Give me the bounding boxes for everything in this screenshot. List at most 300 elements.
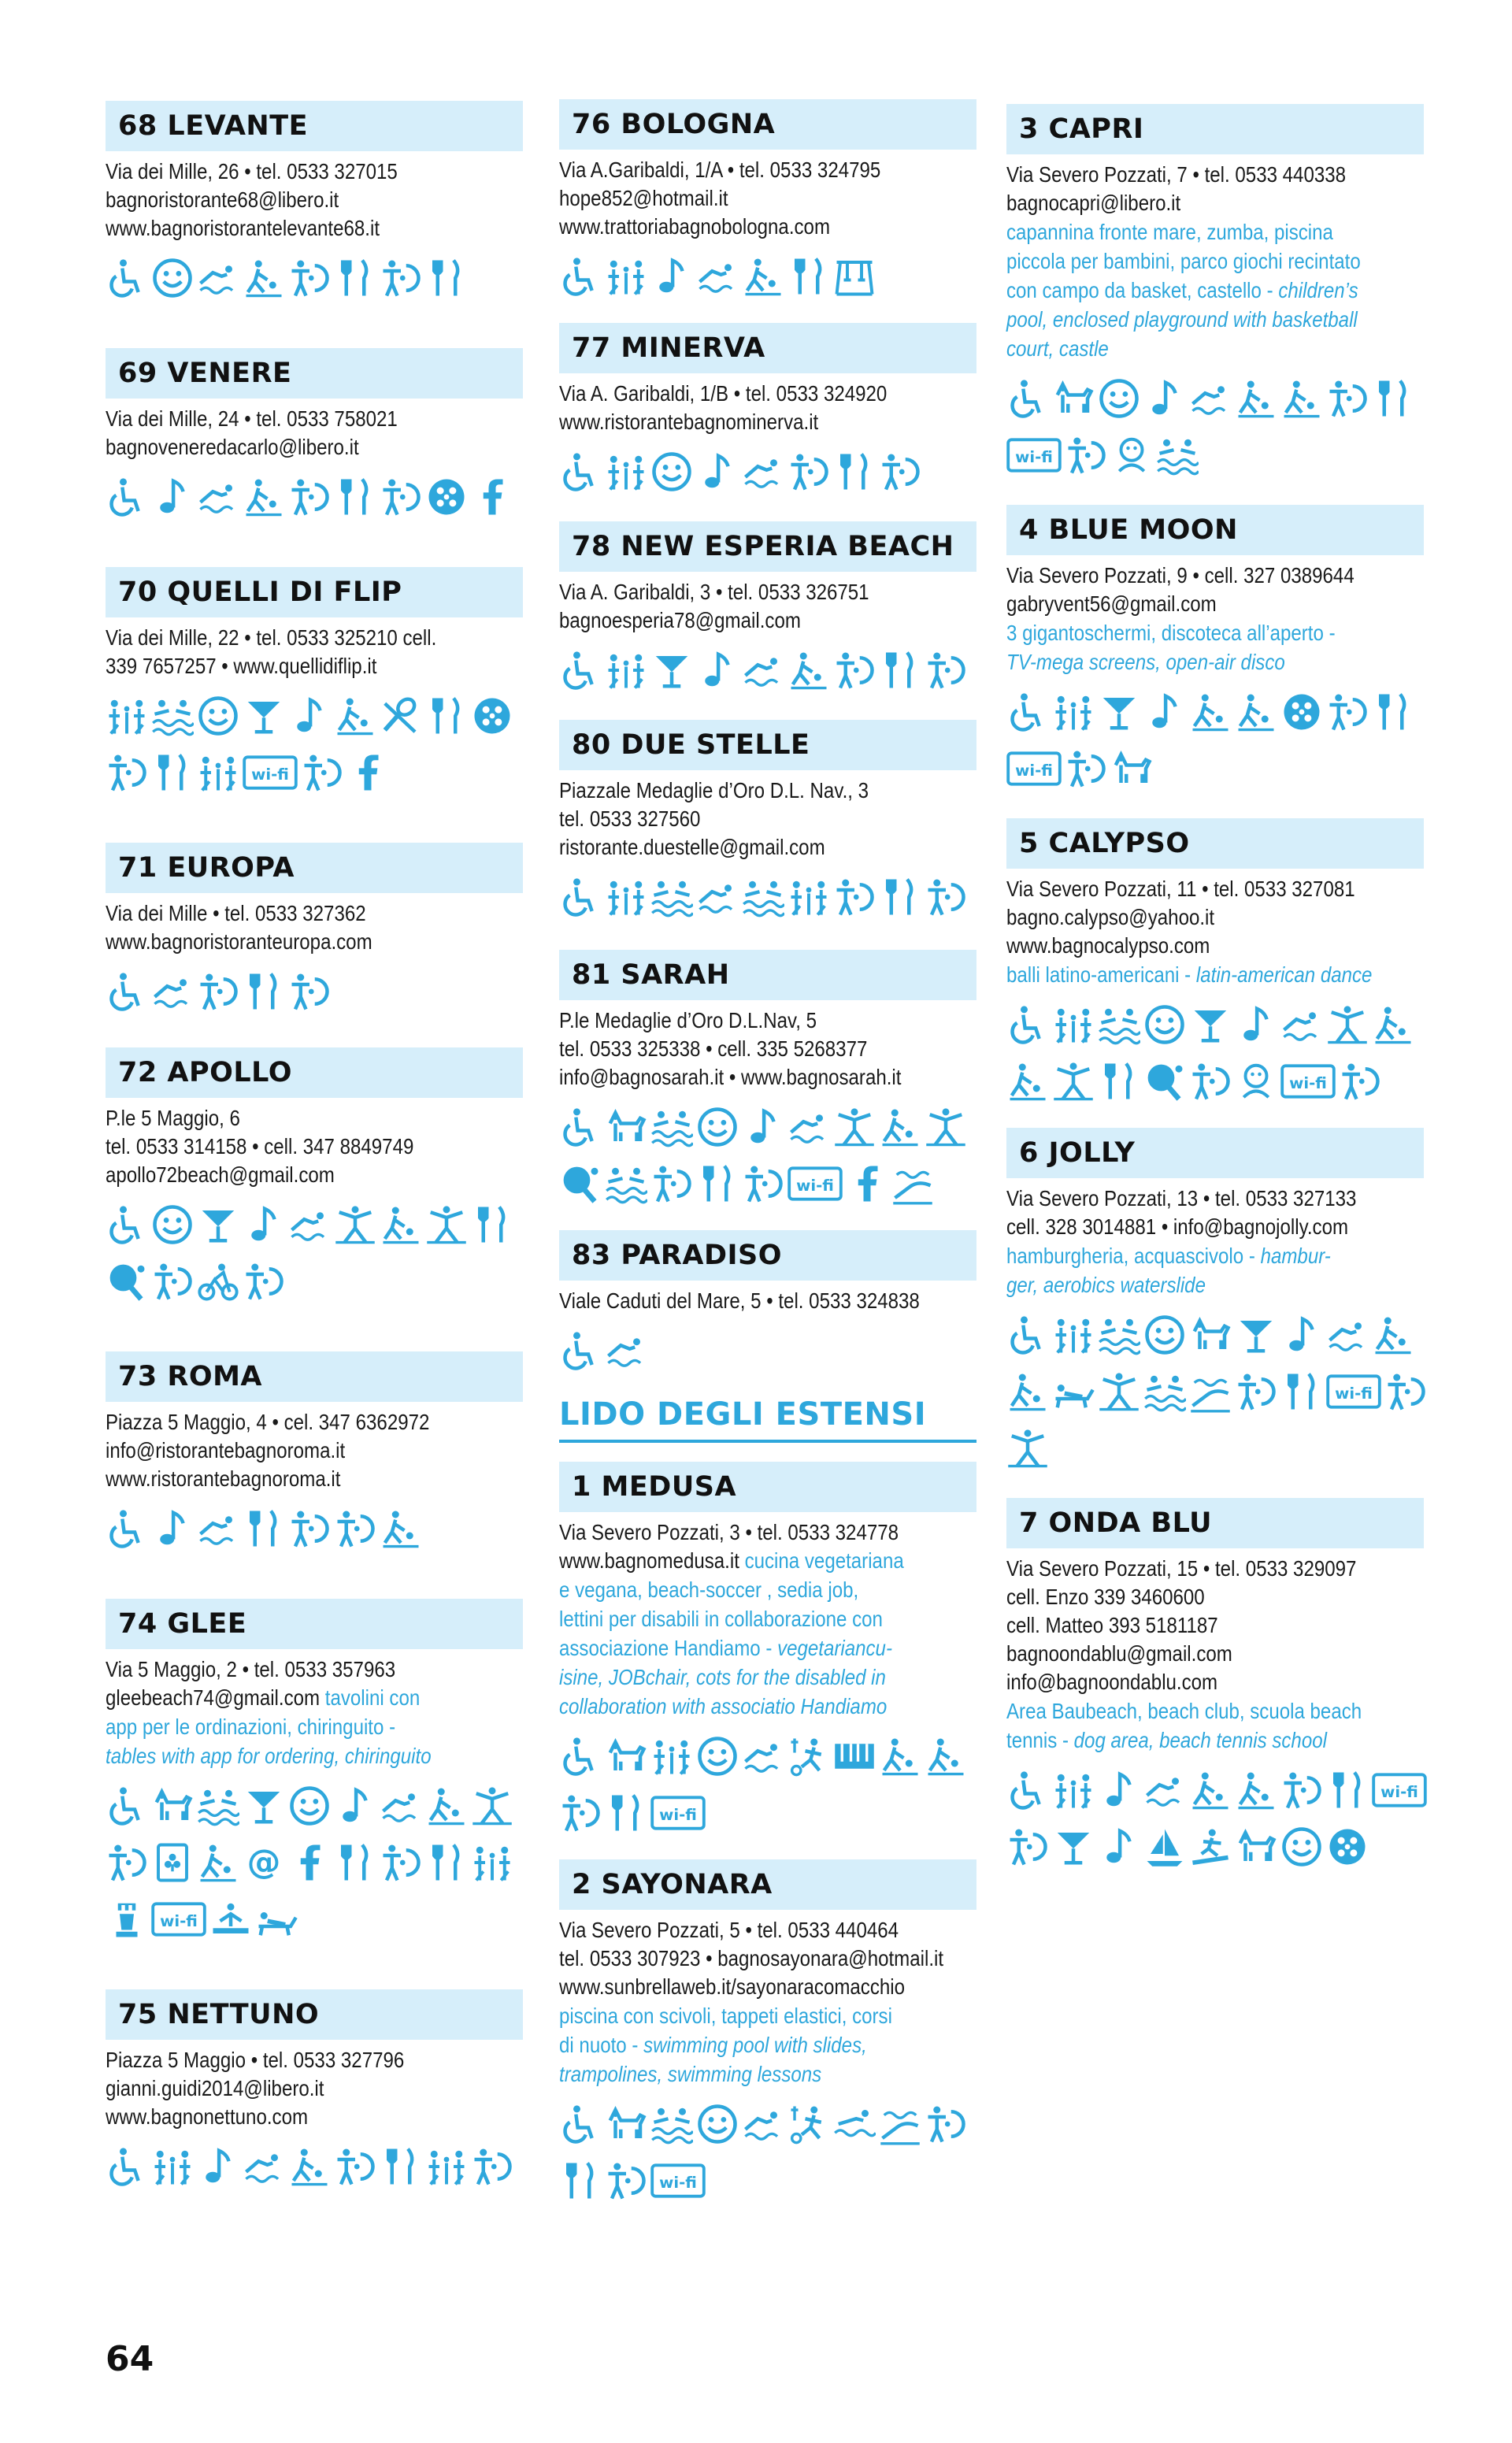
description-note	[559, 2030, 976, 2059]
bowling-icon	[1372, 1003, 1414, 1046]
restaurant-icon	[879, 876, 921, 918]
website: www.bagnocalypso.com	[1006, 933, 1210, 958]
cocktail-icon	[243, 1785, 285, 1827]
bowling-icon	[243, 476, 285, 518]
pool-icon	[1098, 1003, 1140, 1046]
description-english	[106, 1741, 522, 1770]
family-icon	[151, 2145, 194, 2188]
pingpong-icon	[1143, 1060, 1186, 1103]
dj-icon	[197, 970, 239, 1013]
dj-icon	[605, 2159, 647, 2202]
wheelchair-icon	[106, 1203, 148, 1246]
address: Via dei Mille, 26 • tel. 0533 327015	[106, 159, 398, 184]
sunbed-icon	[1052, 1370, 1095, 1413]
description-note	[559, 1633, 976, 1663]
listing-title: 83 PARADISO	[559, 1230, 976, 1281]
description-italic: latin-american dance	[1195, 962, 1373, 987]
email: gianni.guidi2014@libero.it	[106, 2076, 324, 2100]
dj-icon	[301, 751, 343, 794]
family-icon	[1052, 1314, 1095, 1356]
address: Via A. Garibaldi, 1/B • tel. 0533 324920	[559, 381, 888, 406]
family-icon	[106, 695, 148, 737]
swim-icon	[380, 1785, 422, 1827]
email: info@bagnoondablu.com	[1006, 1670, 1218, 1694]
cocktail-icon	[650, 649, 693, 691]
dj-icon	[334, 1507, 376, 1550]
dj-icon	[288, 970, 331, 1013]
pingpong-icon	[559, 1162, 602, 1205]
email: bagnoondablu@gmail.com	[1006, 1641, 1232, 1666]
music-icon	[1235, 1003, 1277, 1046]
dog-icon	[1110, 747, 1153, 790]
amenity-icons	[559, 876, 984, 932]
family-icon	[425, 2145, 468, 2188]
description-note: 3 gigantoschermi, discoteca all’aperto -	[1006, 621, 1336, 645]
listing-title: 77 MINERVA	[559, 323, 976, 373]
address: P.le Medaglie d’Oro D.L.Nav, 5	[559, 1008, 817, 1032]
listing-6	[1006, 1128, 1424, 1484]
amenity-icons	[1006, 691, 1432, 804]
bowling-icon	[1235, 377, 1277, 420]
description-italic: trampolines, swimming lessons	[559, 2062, 822, 2086]
wifi-icon	[151, 1898, 206, 1941]
dj-icon	[788, 450, 830, 493]
email: bagnoveneredacarlo@libero.it	[106, 435, 359, 459]
description-note: lettini per disabili in collaborazione con	[559, 1607, 883, 1631]
amenity-icons	[559, 255, 984, 312]
smile-icon	[151, 1203, 194, 1246]
pool-icon	[151, 695, 194, 737]
bowling-icon	[1235, 1769, 1277, 1811]
email: apollo72beach@gmail.com	[106, 1162, 335, 1187]
amenity-icons	[559, 2103, 984, 2216]
wheelchair-icon	[559, 2103, 602, 2145]
bocce-icon	[1280, 691, 1323, 733]
dj-icon	[106, 751, 148, 794]
amenity-icons	[106, 970, 531, 1027]
pool-icon	[1156, 434, 1199, 476]
cards-icon	[151, 1841, 194, 1884]
swim-icon	[197, 257, 239, 299]
listing-title: 72 APOLLO	[106, 1047, 523, 1098]
restaurant-icon	[559, 2159, 602, 2202]
listing-81	[559, 950, 976, 1219]
wifi-icon	[1006, 434, 1062, 476]
dj-icon	[1384, 1370, 1427, 1413]
wheelchair-icon	[1006, 1003, 1049, 1046]
bowling-icon	[1280, 377, 1323, 420]
bowling-icon	[925, 1735, 967, 1778]
restaurant-icon	[1372, 691, 1414, 733]
swim-icon	[742, 450, 784, 493]
dj-icon	[925, 876, 967, 918]
smile-icon	[1280, 1826, 1323, 1868]
soccer-icon	[788, 1735, 830, 1778]
wheelchair-icon	[106, 2145, 148, 2188]
aerobic-icon	[1052, 1060, 1095, 1103]
description-note: e vegana, beach-soccer , sedia job,	[559, 1577, 859, 1602]
email: gabryvent56@gmail.com	[1006, 591, 1217, 616]
music-icon	[151, 476, 194, 518]
restaurant-icon	[1372, 377, 1414, 420]
wifi-icon	[788, 1162, 843, 1205]
description-italic: tables with app for ordering, chiringuito	[106, 1744, 432, 1768]
pool-icon	[197, 1785, 239, 1827]
dj-icon	[925, 2103, 967, 2145]
dj-icon	[288, 1507, 331, 1550]
address: Viale Caduti del Mare, 5 • tel. 0533 324838	[559, 1288, 920, 1313]
listing-title: 81 SARAH	[559, 950, 976, 1000]
restaurant-icon	[1098, 1060, 1140, 1103]
description-note: tavolini con	[324, 1685, 421, 1710]
listing-73	[106, 1351, 523, 1564]
dog-icon	[605, 2103, 647, 2145]
music-icon	[1143, 691, 1186, 733]
contact: tel. 0533 307923 • bagnosayonara@hotmail.it	[559, 1946, 944, 1970]
pool-icon	[742, 876, 784, 918]
waves-icon	[833, 2103, 876, 2145]
email: info@ristorantebagnoroma.it	[106, 1438, 346, 1462]
surf-icon	[1189, 1826, 1232, 1868]
dj-icon	[833, 649, 876, 691]
pool-icon	[1098, 1314, 1140, 1356]
listing-title: 80 DUE STELLE	[559, 720, 976, 770]
description-note	[1006, 960, 1423, 989]
smile-icon	[1098, 377, 1140, 420]
website: www.ristorantebagnoroma.it	[106, 1466, 341, 1491]
smile-icon	[151, 257, 194, 299]
music-icon	[243, 1203, 285, 1246]
listing-title: 75 NETTUNO	[106, 1989, 523, 2040]
description-english	[559, 1692, 976, 1721]
address: Via Severo Pozzati, 5 • tel. 0533 440464	[559, 1918, 899, 1942]
smile-icon	[197, 695, 239, 737]
aerobic-icon	[471, 1785, 513, 1827]
listing-69	[106, 348, 523, 532]
dog-icon	[151, 1785, 194, 1827]
description-italic: swimming pool with slides,	[643, 2033, 867, 2057]
restaurant-icon	[1280, 1370, 1323, 1413]
column-2	[559, 99, 976, 2251]
description-text: tennis -	[1006, 1728, 1069, 1752]
wheelchair-icon	[559, 1329, 602, 1372]
music-icon	[1098, 1826, 1140, 1868]
listing-title: 5 CALYPSO	[1006, 818, 1424, 869]
wheelchair-icon	[106, 257, 148, 299]
cocktail-icon	[1052, 1826, 1095, 1868]
restaurant-icon	[471, 1203, 513, 1246]
bowling-icon	[380, 1507, 422, 1550]
listing-title: 1 MEDUSA	[559, 1462, 976, 1512]
listing-title: 76 BOLOGNA	[559, 99, 976, 150]
cocktail-icon	[197, 1203, 239, 1246]
listing-3	[1006, 104, 1424, 491]
listing-title: 6 JOLLY	[1006, 1128, 1424, 1178]
swim-icon	[1326, 1314, 1369, 1356]
family-icon	[605, 255, 647, 298]
wheelchair-icon	[106, 970, 148, 1013]
address: Via Severo Pozzati, 3 • tel. 0533 324778	[559, 1520, 899, 1544]
listing-72	[106, 1047, 523, 1317]
amenity-icons	[106, 1785, 531, 1955]
description-italic: collaboration with associatio Handiamo	[559, 1694, 888, 1718]
music-icon	[650, 255, 693, 298]
dog-icon	[605, 1106, 647, 1148]
description-italic: dog area, beach tennis school	[1073, 1728, 1327, 1752]
wheelchair-icon	[106, 476, 148, 518]
dj-icon	[380, 1841, 422, 1884]
section-title: LIDO DEGLI ESTENSI	[559, 1391, 976, 1443]
restaurant-icon	[380, 2145, 422, 2188]
listing-78	[559, 521, 976, 706]
wifi-icon	[1372, 1769, 1427, 1811]
dj-icon	[879, 450, 921, 493]
listing-4	[1006, 505, 1424, 804]
wifi-icon	[1006, 747, 1062, 790]
website: www.bagnonettuno.com	[106, 2104, 309, 2129]
dj-icon	[151, 1260, 194, 1303]
dj-icon	[334, 2145, 376, 2188]
column-3	[1006, 104, 1424, 1917]
dj-icon	[1339, 1060, 1381, 1103]
bowling-icon	[380, 1203, 422, 1246]
description-note	[1006, 1241, 1423, 1270]
family-icon	[471, 1841, 513, 1884]
email: bagno.calypso@yahoo.it	[1006, 905, 1215, 929]
wheelchair-icon	[559, 450, 602, 493]
listing-title: 3 CAPRI	[1006, 104, 1424, 154]
description-english	[559, 1663, 976, 1692]
website: www.sunbrellaweb.it/sayonaracomacchio	[559, 1974, 906, 1999]
smile-icon	[696, 1106, 739, 1148]
listing-7	[1006, 1498, 1424, 1882]
address: Via dei Mille • tel. 0533 327362	[106, 901, 366, 925]
email-website: info@bagnosarah.it • www.bagnosarah.it	[559, 1065, 902, 1089]
music-icon	[288, 695, 331, 737]
amenity-icons	[1006, 1769, 1432, 1882]
restaurant-icon	[151, 751, 194, 794]
dj-icon	[243, 1260, 285, 1303]
waterslide-icon	[891, 1162, 934, 1205]
website: www.bagnomedusa.it	[559, 1548, 739, 1573]
description-text: con campo da basket, castello -	[1006, 278, 1273, 302]
wifi-icon	[1280, 1060, 1336, 1103]
description-italic: court, castle	[1006, 336, 1109, 361]
address: Piazza 5 Maggio • tel. 0533 327796	[106, 2048, 405, 2072]
family-icon	[197, 751, 239, 794]
cocktail-icon	[1235, 1314, 1277, 1356]
listing-5	[1006, 818, 1424, 1117]
dj-icon	[1280, 1769, 1323, 1811]
swim-icon	[788, 1106, 830, 1148]
amenity-icons	[559, 450, 984, 507]
listing-80	[559, 720, 976, 932]
dog-icon	[1052, 377, 1095, 420]
description-text: hamburgheria, acquascivolo -	[1006, 1244, 1255, 1268]
wheelchair-icon	[559, 876, 602, 918]
smile-icon	[696, 1735, 739, 1778]
smile-icon	[1143, 1314, 1186, 1356]
swim-icon	[197, 476, 239, 518]
facebook-icon	[346, 751, 389, 794]
smile-icon	[650, 450, 693, 493]
contact: cell. 328 3014881 • info@bagnojolly.com	[1006, 1214, 1349, 1239]
dj-icon	[1326, 377, 1369, 420]
bowling-icon	[1372, 1314, 1414, 1356]
wifi-icon	[650, 2159, 706, 2202]
music-icon	[1280, 1314, 1323, 1356]
playground-icon	[833, 255, 876, 298]
website: www.bagnoristoranteuropa.com	[106, 929, 372, 954]
email-with-note	[106, 1684, 522, 1712]
bocce-icon	[471, 695, 513, 737]
address: Via 5 Maggio, 2 • tel. 0533 357963	[106, 1657, 396, 1681]
listing-70	[106, 567, 523, 808]
family-icon	[1052, 691, 1095, 733]
email: bagnoristorante68@libero.it	[106, 187, 339, 212]
listing-title: 71 EUROPA	[106, 843, 523, 893]
bowling-icon	[1006, 1370, 1049, 1413]
address: Piazza 5 Maggio, 4 • cel. 347 6362972	[106, 1410, 430, 1434]
description-text: balli latino-americani -	[1006, 962, 1191, 987]
bowling-icon	[425, 1785, 468, 1827]
bowling-icon	[879, 1106, 921, 1148]
wheelchair-icon	[559, 1735, 602, 1778]
aerobic-icon	[334, 1203, 376, 1246]
aerobic-icon	[1006, 1427, 1049, 1470]
restaurant-icon	[696, 1162, 739, 1205]
swim-icon	[243, 2145, 285, 2188]
listing-title: 73 ROMA	[106, 1351, 523, 1402]
description-note: cucina vegetariana	[744, 1548, 904, 1573]
dj-icon	[1235, 1370, 1277, 1413]
restaurant-icon	[243, 970, 285, 1013]
restaurant-icon	[334, 476, 376, 518]
address: P.le 5 Maggio, 6	[106, 1106, 240, 1130]
sail-icon	[1143, 1826, 1186, 1868]
website: www.ristorantebagnominerva.it	[559, 410, 819, 434]
bowling-icon	[1189, 1769, 1232, 1811]
bowling-icon	[788, 649, 830, 691]
bowling-icon	[1006, 1060, 1049, 1103]
at-icon	[243, 1841, 285, 1884]
pool-icon	[1143, 1370, 1186, 1413]
listing-title: 7 ONDA BLU	[1006, 1498, 1424, 1548]
wheelchair-icon	[1006, 691, 1049, 733]
restaurant-icon	[243, 1507, 285, 1550]
restaurant-icon	[1326, 1769, 1369, 1811]
music-icon	[696, 649, 739, 691]
dj-icon	[833, 876, 876, 918]
dj-icon	[559, 1792, 602, 1834]
amenity-icons	[106, 1507, 531, 1564]
address: Via Severo Pozzati, 15 • tel. 0533 329097	[1006, 1556, 1357, 1581]
restaurant-icon	[425, 695, 468, 737]
dj-icon	[1189, 1060, 1232, 1103]
email: bagnocapri@libero.it	[1006, 191, 1181, 215]
address: Via A.Garibaldi, 1/A • tel. 0533 324795	[559, 158, 881, 182]
bocce-icon	[425, 476, 468, 518]
wheelchair-icon	[1006, 377, 1049, 420]
waterslide-icon	[1189, 1370, 1232, 1413]
amenity-icons	[106, 1203, 531, 1317]
description-note: piccola per bambini, parco giochi recintato	[1006, 249, 1361, 273]
dj-icon	[380, 257, 422, 299]
address: Via Severo Pozzati, 7 • tel. 0533 440338	[1006, 162, 1347, 187]
page-number: 64	[106, 2339, 154, 2379]
restaurant-icon	[334, 1841, 376, 1884]
listing-1	[559, 1462, 976, 1848]
dj-icon	[1006, 1826, 1049, 1868]
listing-title: 70 QUELLI DI FLIP	[106, 567, 523, 617]
phone: tel. 0533 325338 • cell. 335 5268377	[559, 1036, 868, 1061]
amenity-icons	[559, 1735, 984, 1848]
listing-74	[106, 1599, 523, 1955]
pool-icon	[650, 2103, 693, 2145]
music-icon	[742, 1106, 784, 1148]
phone: tel. 0533 327560	[559, 806, 701, 831]
family-icon	[605, 876, 647, 918]
dj-icon	[1065, 747, 1107, 790]
description-italic: vegetariancu-	[777, 1636, 892, 1660]
aerobic-icon	[1098, 1370, 1140, 1413]
swim-icon	[696, 876, 739, 918]
listing-68	[106, 101, 523, 313]
dj-icon	[742, 1162, 784, 1205]
description-note: app per le ordinazioni, chiringuito -	[106, 1715, 396, 1739]
listing-title: 68 LEVANTE	[106, 101, 523, 151]
dj-icon	[471, 2145, 513, 2188]
smile-icon	[696, 2103, 739, 2145]
phone: cell. Matteo 393 5181187	[1006, 1613, 1218, 1637]
amenity-icons	[106, 695, 531, 808]
address: Via dei Mille, 22 • tel. 0533 325210 cell.	[106, 625, 437, 650]
wheelchair-icon	[1006, 1314, 1049, 1356]
pool-icon	[605, 1162, 647, 1205]
swim-icon	[742, 1735, 784, 1778]
address: Via Severo Pozzati, 13 • tel. 0533 327133	[1006, 1186, 1357, 1210]
address: Via Severo Pozzati, 11 • tel. 0533 327081	[1006, 877, 1355, 901]
bowling-icon	[879, 1735, 921, 1778]
aerobic-icon	[925, 1106, 967, 1148]
swim-icon	[197, 1507, 239, 1550]
description-english	[559, 2059, 976, 2089]
bike-icon	[197, 1260, 239, 1303]
aerobic-icon	[425, 1203, 468, 1246]
dj-icon	[106, 1841, 148, 1884]
music-icon	[151, 1507, 194, 1550]
cocktail-icon	[1189, 1003, 1232, 1046]
listing-title: 69 VENERE	[106, 348, 523, 399]
wheelchair-icon	[1006, 1769, 1049, 1811]
restaurant-icon	[605, 1792, 647, 1834]
smile-icon	[288, 1785, 331, 1827]
bowling-icon	[1189, 691, 1232, 733]
cocktail-icon	[243, 695, 285, 737]
swim-icon	[288, 1203, 331, 1246]
description-text: associazione Handiamo -	[559, 1636, 773, 1660]
amenity-icons	[559, 649, 984, 706]
listing-2	[559, 1859, 976, 2216]
dog-icon	[605, 1735, 647, 1778]
description-english	[1006, 334, 1423, 363]
email: bagnoesperia78@gmail.com	[559, 608, 801, 632]
description-italic: TV-mega screens, open-air disco	[1006, 650, 1285, 674]
description-note: piscina con scivoli, tappeti elastici, corsi	[559, 2004, 892, 2028]
listing-83	[559, 1230, 976, 1386]
baby-icon	[1235, 1060, 1277, 1103]
wifi-icon	[243, 751, 298, 794]
